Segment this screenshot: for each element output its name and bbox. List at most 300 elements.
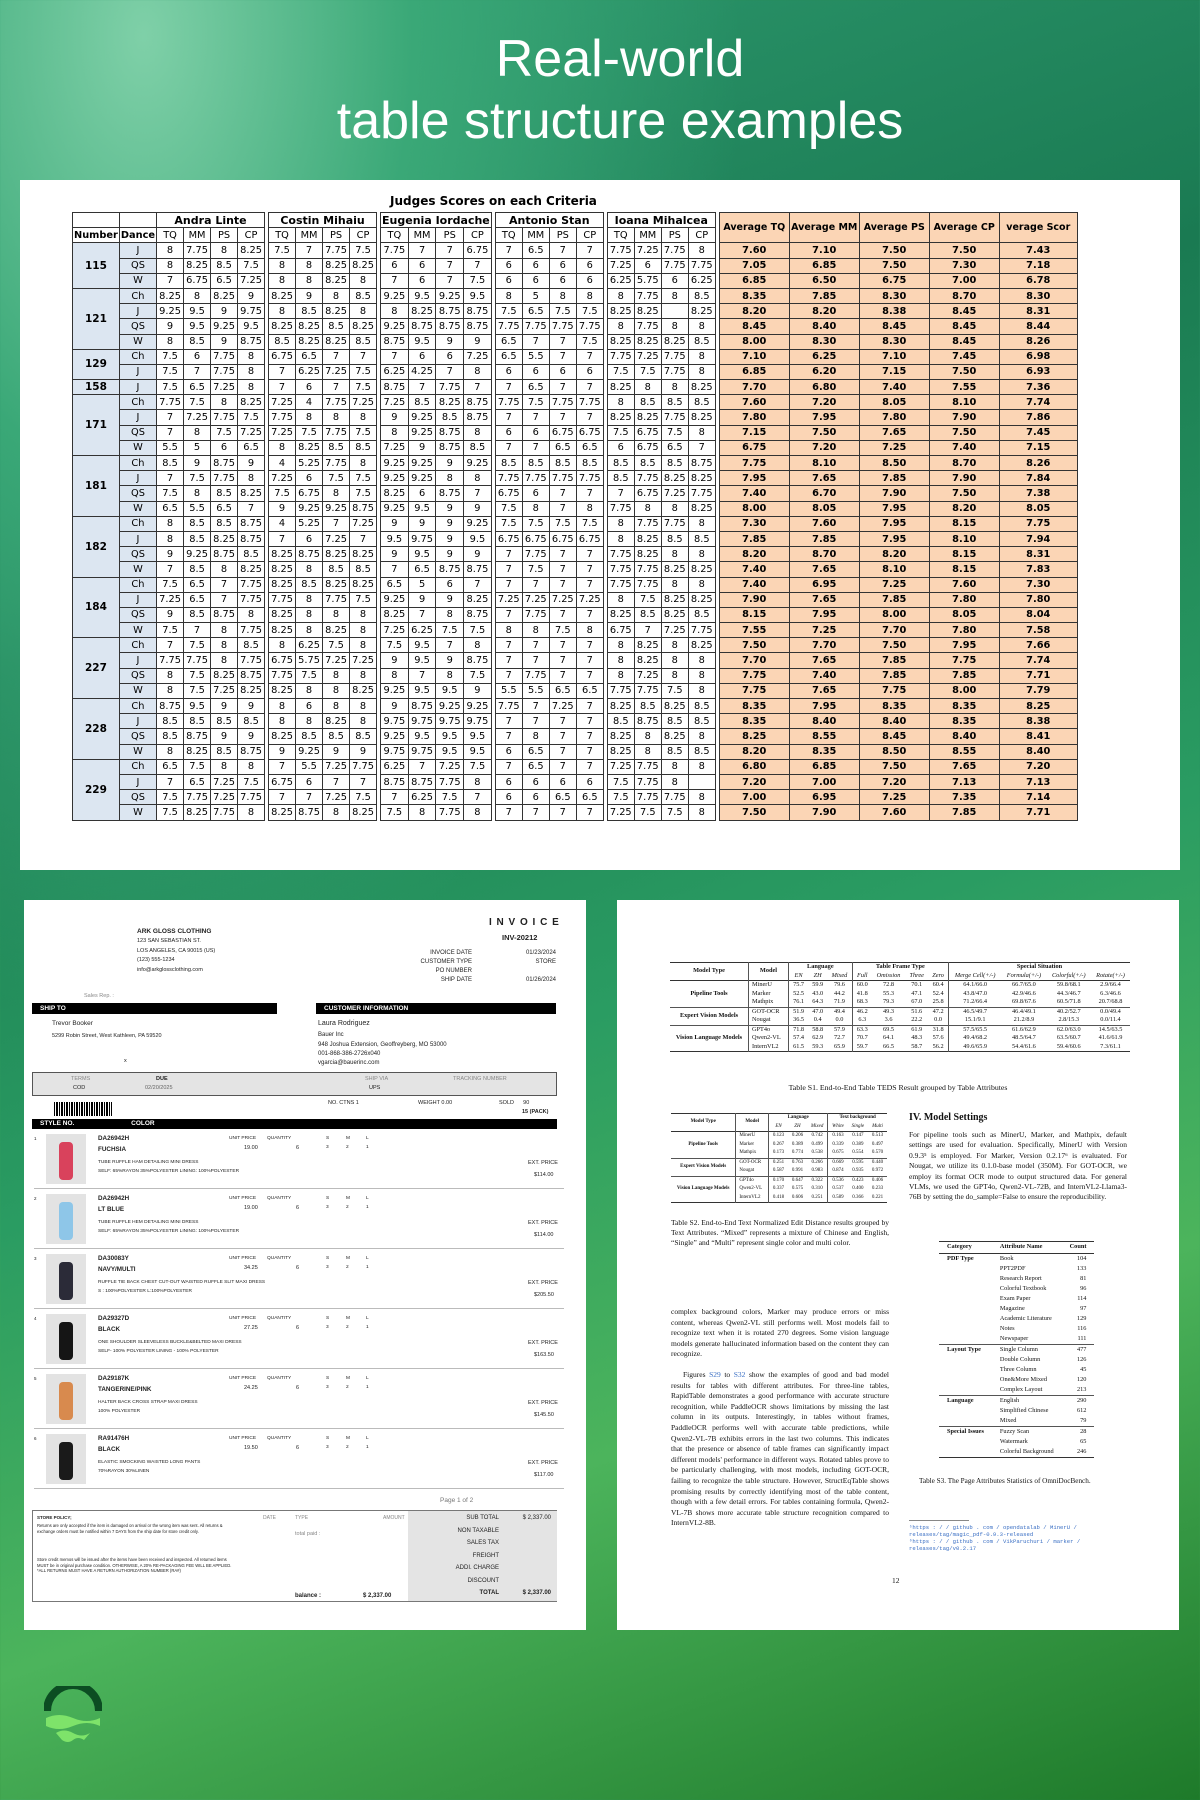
score-cell: 7 bbox=[549, 349, 576, 364]
average-cell: 6.25 bbox=[789, 349, 859, 364]
average-cell: 7.50 bbox=[719, 638, 789, 653]
average-cell: 8.41 bbox=[999, 729, 1077, 744]
score-cell: 7 bbox=[464, 258, 492, 273]
header-row bbox=[670, 963, 1130, 972]
style-number: DA29187K bbox=[98, 1375, 130, 1382]
dance-cell: W bbox=[119, 744, 156, 759]
score-cell: 7.75 bbox=[350, 759, 377, 774]
average-cell: 7.95 bbox=[789, 410, 859, 425]
dance-cell: QS bbox=[119, 607, 156, 622]
average-cell: 6.85 bbox=[789, 258, 859, 273]
average-cell: 7.80 bbox=[999, 592, 1077, 607]
score-cell: 7 bbox=[381, 562, 409, 577]
score-cell: 8 bbox=[350, 456, 377, 471]
footnote-5[interactable]: ⁵https : / / github . com / opendatalab / MinerU / releases/tag/magic_pdf-0.9.3-released bbox=[909, 1524, 1077, 1538]
value-cell: 0.310 bbox=[807, 1185, 828, 1194]
score-cell: 8 bbox=[688, 653, 715, 668]
invoice-line-item bbox=[34, 1312, 564, 1369]
score-cell: 5.25 bbox=[296, 456, 323, 471]
score-cell: 7.5 bbox=[184, 471, 211, 486]
style-number: DA29327D bbox=[98, 1315, 130, 1322]
score-cell: 8 bbox=[607, 668, 634, 683]
score-cell: 7.25 bbox=[607, 759, 634, 774]
score-cell: 8.25 bbox=[607, 410, 634, 425]
score-cell: 7.25 bbox=[211, 380, 238, 395]
product-image bbox=[46, 1374, 86, 1424]
average-cell: 8.45 bbox=[929, 319, 999, 334]
score-cell: 8 bbox=[661, 319, 688, 334]
score-cell: 7 bbox=[522, 577, 549, 592]
ext-price: $145.50 bbox=[534, 1412, 554, 1418]
meta-value: 01/26/2024 bbox=[525, 977, 556, 983]
score-cell: 6.5 bbox=[495, 349, 522, 364]
value-cell: 0.440 bbox=[871, 1159, 884, 1165]
quantity: 6 bbox=[296, 1205, 300, 1211]
table-row bbox=[73, 349, 1078, 364]
score-cell: 8 bbox=[522, 729, 549, 744]
score-cell: 9 bbox=[238, 456, 265, 471]
score-cell: 8.75 bbox=[381, 380, 409, 395]
score-cell: 7.75 bbox=[211, 805, 238, 820]
score-cell: 7 bbox=[549, 410, 576, 425]
score-cell: 8.25 bbox=[661, 592, 688, 607]
score-cell: 7 bbox=[184, 364, 211, 379]
average-cell: 8.00 bbox=[929, 683, 999, 698]
average-cell: 6.85 bbox=[719, 273, 789, 288]
score-cell: 7.75 bbox=[688, 486, 715, 501]
attribute-cell: Notes bbox=[999, 1324, 1015, 1332]
average-cell: 7.20 bbox=[719, 774, 789, 789]
score-cell: 9.5 bbox=[184, 699, 211, 714]
policy-totals-box bbox=[32, 1510, 557, 1602]
average-header: Average PS bbox=[859, 213, 929, 243]
item-fabric: SELF- 100% POLYESTER LINING - 100% POLYESTER bbox=[98, 1349, 219, 1354]
score-cell: 8.25 bbox=[634, 304, 661, 319]
score-cell: 8.5 bbox=[688, 288, 715, 303]
column-header: Single bbox=[851, 1123, 865, 1129]
score-cell: 8.75 bbox=[184, 729, 211, 744]
score-cell: 8.5 bbox=[634, 607, 661, 622]
score-cell: 8 bbox=[296, 410, 323, 425]
value-cell: 52.5 bbox=[793, 989, 805, 997]
score-cell: 7.25 bbox=[323, 759, 350, 774]
size-label: M bbox=[346, 1376, 350, 1381]
dance-cell: J bbox=[119, 304, 156, 319]
average-cell: 8.44 bbox=[999, 319, 1077, 334]
average-cell: 7.85 bbox=[859, 592, 929, 607]
score-cell: 8 bbox=[238, 607, 265, 622]
average-cell: 7.75 bbox=[719, 456, 789, 471]
category-cell bbox=[939, 1294, 992, 1304]
invoice-line-item bbox=[34, 1192, 564, 1249]
average-cell: 7.75 bbox=[999, 516, 1077, 531]
score-cell: 6 bbox=[661, 273, 688, 288]
value-cell: 41.6/61.9 bbox=[1098, 1034, 1123, 1041]
score-cell: 7.5 bbox=[381, 805, 409, 820]
score-cell: 8 bbox=[688, 790, 715, 805]
value-cell: 46.5/49.7 bbox=[963, 1007, 988, 1015]
score-cell: 8.25 bbox=[634, 334, 661, 349]
value-cell: 0.499 bbox=[807, 1141, 828, 1150]
value-cell: 0.763 bbox=[791, 1159, 804, 1165]
score-cell: 8.75 bbox=[436, 486, 464, 501]
score-cell: 7 bbox=[157, 774, 184, 789]
score-cell: 7.75 bbox=[522, 547, 549, 562]
dance-cell: W bbox=[119, 440, 156, 455]
company-address-1: 123 SAN SEBASTIAN ST. bbox=[137, 938, 201, 944]
score-cell: 8 bbox=[323, 410, 350, 425]
score-cell: 6 bbox=[381, 258, 409, 273]
score-cell: 7.25 bbox=[549, 699, 576, 714]
table-row bbox=[73, 288, 1078, 303]
score-cell: 8 bbox=[350, 668, 377, 683]
table-row bbox=[671, 1158, 887, 1167]
column-header: EN bbox=[794, 971, 803, 979]
score-cell: 7 bbox=[495, 714, 522, 729]
average-cell: 7.85 bbox=[859, 668, 929, 683]
score-cell: 8 bbox=[661, 638, 688, 653]
totals-panel bbox=[408, 1511, 557, 1601]
score-cell: 7.25 bbox=[269, 471, 296, 486]
score-cell: 8 bbox=[269, 638, 296, 653]
ext-price-label: EXT. PRICE bbox=[528, 1280, 558, 1286]
score-cell: 7.25 bbox=[350, 516, 377, 531]
average-cell: 7.74 bbox=[999, 653, 1077, 668]
score-cell: 6 bbox=[495, 774, 522, 789]
score-cell: 8 bbox=[323, 668, 350, 683]
score-cell: 7.25 bbox=[576, 592, 603, 607]
score-cell: 6.5 bbox=[549, 683, 576, 698]
score-cell: 8.25 bbox=[688, 304, 715, 319]
value-cell: 59.3 bbox=[812, 1042, 824, 1050]
table-row bbox=[73, 699, 1078, 714]
score-cell: 8 bbox=[607, 653, 634, 668]
score-cell: 7 bbox=[157, 638, 184, 653]
score-cell: 7.75 bbox=[661, 516, 688, 531]
table-s3 bbox=[939, 1241, 1094, 1458]
score-cell: 8.75 bbox=[436, 425, 464, 440]
average-cell: 6.50 bbox=[789, 273, 859, 288]
score-cell: 9.5 bbox=[184, 304, 211, 319]
score-cell: 8.5 bbox=[184, 562, 211, 577]
score-cell: 8 bbox=[157, 334, 184, 349]
ext-price: $117.00 bbox=[534, 1472, 554, 1478]
average-cell: 7.75 bbox=[859, 683, 929, 698]
score-cell: 8 bbox=[269, 304, 296, 319]
count-cell: 116 bbox=[1077, 1324, 1087, 1332]
attribute-cell: Colorful Textbook bbox=[999, 1284, 1047, 1292]
value-cell: 0.337 bbox=[772, 1186, 785, 1191]
score-cell: 7 bbox=[495, 805, 522, 820]
score-cell: 9.5 bbox=[408, 729, 436, 744]
score-cell: 8.25 bbox=[269, 683, 296, 698]
invoice-meta-row bbox=[354, 977, 564, 986]
average-cell: 7.50 bbox=[719, 805, 789, 820]
score-cell: 7 bbox=[549, 607, 576, 622]
value-cell: 0.423 bbox=[852, 1177, 864, 1183]
score-cell: 9 bbox=[381, 410, 409, 425]
average-cell: 7.95 bbox=[859, 516, 929, 531]
category-cell: Language bbox=[947, 1396, 974, 1404]
average-cell: 7.75 bbox=[719, 683, 789, 698]
table-row bbox=[73, 486, 1078, 501]
score-cell: 8.5 bbox=[238, 547, 265, 562]
score-cell: 8 bbox=[607, 395, 634, 410]
score-cell: 7 bbox=[576, 653, 603, 668]
score-cell: 9 bbox=[436, 501, 464, 516]
average-cell: 7.75 bbox=[929, 653, 999, 668]
header-row bbox=[671, 1114, 887, 1123]
attribute-cell: One&More Mixed bbox=[999, 1375, 1047, 1383]
table-row bbox=[939, 1375, 1094, 1385]
average-cell: 7.74 bbox=[999, 395, 1077, 410]
score-cell: 7.75 bbox=[238, 790, 265, 805]
value-cell: 41.8 bbox=[856, 989, 868, 997]
score-cell: 8 bbox=[688, 668, 715, 683]
score-cell: 8.25 bbox=[269, 805, 296, 820]
score-cell: 5 bbox=[522, 288, 549, 303]
cartons: NO. CTNS 1 bbox=[328, 1100, 359, 1106]
score-cell: 8 bbox=[688, 683, 715, 698]
contestant-number: 181 bbox=[73, 456, 120, 517]
score-cell: 8.25 bbox=[296, 440, 323, 455]
score-cell: 9.5 bbox=[464, 288, 492, 303]
score-cell: 8.5 bbox=[661, 714, 688, 729]
score-cell: 7.75 bbox=[661, 243, 688, 258]
criteria-header: TQ bbox=[157, 228, 184, 243]
score-cell: 9.5 bbox=[464, 744, 492, 759]
table-row bbox=[73, 304, 1078, 319]
criteria-header: MM bbox=[184, 228, 211, 243]
score-cell: 7 bbox=[576, 668, 603, 683]
score-cell: 8 bbox=[211, 623, 238, 638]
score-cell: 7.75 bbox=[269, 592, 296, 607]
score-cell: 8 bbox=[184, 486, 211, 501]
value-cell: 57.5/65.5 bbox=[963, 1025, 988, 1033]
category-cell bbox=[939, 1355, 992, 1365]
score-cell: 8.75 bbox=[408, 319, 436, 334]
score-cell: 8.5 bbox=[184, 714, 211, 729]
dance-cell: J bbox=[119, 380, 156, 395]
score-cell: 8.25 bbox=[184, 744, 211, 759]
score-cell: 7.25 bbox=[381, 395, 409, 410]
count-cell: 120 bbox=[1076, 1375, 1087, 1383]
size-qty: 3 bbox=[326, 1265, 329, 1270]
average-cell: 8.25 bbox=[999, 699, 1077, 714]
value-cell: 57.9 bbox=[827, 1025, 852, 1034]
score-cell: 8.25 bbox=[269, 729, 296, 744]
value-cell: 0.267 bbox=[772, 1141, 785, 1147]
style-label: STYLE NO. bbox=[40, 1120, 75, 1127]
value-cell: 3.6 bbox=[884, 1016, 893, 1023]
score-cell: 8 bbox=[522, 501, 549, 516]
score-cell: 7 bbox=[607, 486, 634, 501]
score-cell bbox=[661, 304, 688, 319]
score-cell: 8 bbox=[211, 562, 238, 577]
score-cell: 8 bbox=[549, 288, 576, 303]
score-cell: 7.75 bbox=[634, 471, 661, 486]
footnote-6[interactable]: ⁶https : / / github . com / VikParuchuri / marker / releases/tag/v0.2.17 bbox=[909, 1538, 1081, 1552]
score-cell: 9.25 bbox=[408, 471, 436, 486]
value-cell: 0.537 bbox=[832, 1186, 844, 1191]
score-cell: 9 bbox=[464, 547, 492, 562]
average-cell: 7.50 bbox=[789, 425, 859, 440]
criteria-header: PS bbox=[549, 228, 576, 243]
score-cell: 8 bbox=[211, 759, 238, 774]
score-cell: 8 bbox=[157, 516, 184, 531]
group-header: Table Frame Type bbox=[852, 963, 948, 972]
score-cell: 8 bbox=[296, 607, 323, 622]
value-cell: 0.497 bbox=[871, 1141, 884, 1147]
score-cell: 8 bbox=[607, 531, 634, 546]
score-cell: 7.75 bbox=[269, 668, 296, 683]
score-cell: 8 bbox=[238, 471, 265, 486]
score-cell: 7.25 bbox=[323, 653, 350, 668]
average-cell: 7.80 bbox=[859, 410, 929, 425]
score-cell: 7 bbox=[323, 380, 350, 395]
criteria-header: PS bbox=[436, 228, 464, 243]
average-cell: 7.50 bbox=[929, 243, 999, 258]
value-cell: 59.7 bbox=[856, 1042, 868, 1050]
average-cell: 7.50 bbox=[929, 364, 999, 379]
score-cell: 7 bbox=[408, 668, 436, 683]
score-cell: 7 bbox=[495, 410, 522, 425]
score-cell: 7.5 bbox=[350, 486, 377, 501]
score-cell: 7 bbox=[157, 273, 184, 288]
tracking-label: TRACKING NUMBER bbox=[453, 1076, 507, 1082]
dance-cell: J bbox=[119, 471, 156, 486]
color-label: COLOR bbox=[131, 1120, 155, 1127]
dance-cell: Ch bbox=[119, 516, 156, 531]
score-cell: 6.5 bbox=[408, 562, 436, 577]
average-cell: 8.35 bbox=[929, 699, 999, 714]
para2-rest: show the examples of good and bad model results for tables with different attributes. For three-line tables, RapidTable demonstrates a good performance with accurate structure recognition, while PaddleOCR shows limitations by missing the last column in its outputs. Interestingly, in tables without frames, PaddleOCR performs well with accurate table predictions, while Qwen2-VL-7B exhibits errors in the last two columns. This indicates that the presence or absence of table frames can significantly impact different models' performance in different ways. Rotated tables prove to be particularly challenging, with most models, including GOT-OCR, failing to recognize the table structure. However, StructEqTable shows promising results by correctly identifying most of the table content, though with a few detail errors. For tables containing formula, Qwen2-VL-7B shows more accurate table structure recognition compared to InternVL2-8B. bbox=[671, 1370, 889, 1528]
average-cell: 7.70 bbox=[789, 638, 859, 653]
unit-price: 19.50 bbox=[244, 1445, 258, 1451]
meta-label: PO NUMBER bbox=[435, 968, 472, 974]
score-cell: 7 bbox=[576, 714, 603, 729]
score-cell: 8.25 bbox=[607, 304, 634, 319]
value-cell: 0.221 bbox=[871, 1194, 884, 1200]
score-cell: 7.5 bbox=[350, 380, 377, 395]
figure-link-s29[interactable]: S29 bbox=[709, 1370, 721, 1379]
score-cell: 7 bbox=[269, 790, 296, 805]
score-cell: 7 bbox=[576, 486, 603, 501]
score-cell: 6.25 bbox=[408, 623, 436, 638]
score-cell: 8.25 bbox=[688, 638, 715, 653]
score-cell: 7.75 bbox=[661, 364, 688, 379]
table-row bbox=[939, 1416, 1094, 1427]
figure-link-s32[interactable]: S32 bbox=[733, 1370, 746, 1379]
score-cell: 7 bbox=[576, 562, 603, 577]
average-cell: 7.90 bbox=[929, 471, 999, 486]
score-cell: 8.5 bbox=[661, 395, 688, 410]
quantity: 6 bbox=[296, 1265, 300, 1271]
table-row bbox=[671, 1176, 887, 1185]
value-cell: 65.9 bbox=[827, 1043, 852, 1052]
model-type-cell: Pipeline Tools bbox=[671, 1132, 736, 1159]
customer-email: vgarcia@bauerinc.com bbox=[318, 1060, 380, 1066]
item-fabric: 70%RAYON 30%LINEN bbox=[98, 1469, 150, 1474]
score-cell: 6 bbox=[522, 790, 549, 805]
average-cell: 8.45 bbox=[929, 334, 999, 349]
score-cell: 6.5 bbox=[522, 759, 549, 774]
score-cell: 8.25 bbox=[323, 334, 350, 349]
score-cell: 9.75 bbox=[408, 714, 436, 729]
item-index: 5 bbox=[34, 1376, 37, 1381]
average-cell: 6.78 bbox=[999, 273, 1077, 288]
score-cell: 6.75 bbox=[522, 531, 549, 546]
score-cell: 8.25 bbox=[607, 334, 634, 349]
score-cell: 7.25 bbox=[211, 683, 238, 698]
score-cell: 7.5 bbox=[607, 425, 634, 440]
score-cell: 9.25 bbox=[381, 456, 409, 471]
quantity: 6 bbox=[296, 1145, 300, 1151]
column-header: Colorful(+/-) bbox=[1051, 971, 1086, 979]
score-cell: 8 bbox=[464, 774, 492, 789]
score-cell: 8.5 bbox=[634, 395, 661, 410]
table-row bbox=[73, 592, 1078, 607]
score-cell: 7.75 bbox=[549, 395, 576, 410]
dance-cell: W bbox=[119, 273, 156, 288]
score-cell: 8 bbox=[688, 729, 715, 744]
average-cell: 8.55 bbox=[789, 729, 859, 744]
average-cell: 8.10 bbox=[859, 562, 929, 577]
score-cell: 7.75 bbox=[634, 288, 661, 303]
score-cell: 8.5 bbox=[576, 456, 603, 471]
judge-name: Costin Mihaiu bbox=[269, 213, 377, 228]
score-cell: 7 bbox=[495, 380, 522, 395]
invoice-line-item bbox=[34, 1432, 564, 1489]
average-cell: 8.30 bbox=[859, 288, 929, 303]
score-cell: 7.5 bbox=[350, 790, 377, 805]
score-cell: 9.25 bbox=[436, 699, 464, 714]
customer-phone: 001-868-386-2726x040 bbox=[318, 1051, 381, 1057]
value-cell: 0.147 bbox=[852, 1133, 864, 1138]
average-cell: 8.45 bbox=[719, 319, 789, 334]
score-cell: 7.5 bbox=[436, 790, 464, 805]
score-cell: 9.75 bbox=[464, 714, 492, 729]
corner-cell bbox=[119, 213, 156, 228]
average-cell: 7.10 bbox=[789, 243, 859, 258]
average-cell: 8.31 bbox=[999, 547, 1077, 562]
column-header: EN bbox=[775, 1123, 782, 1129]
terms-box bbox=[32, 1072, 557, 1096]
score-cell: 8.25 bbox=[238, 562, 265, 577]
score-cell: 7.5 bbox=[323, 471, 350, 486]
dance-cell: Ch bbox=[119, 577, 156, 592]
score-cell: 8.5 bbox=[350, 440, 377, 455]
value-cell: 47.1 bbox=[911, 989, 923, 997]
category-cell bbox=[939, 1334, 992, 1345]
score-cell: 8 bbox=[350, 410, 377, 425]
average-cell: 8.25 bbox=[719, 729, 789, 744]
average-cell: 7.85 bbox=[789, 531, 859, 546]
size-qty: 2 bbox=[346, 1265, 349, 1270]
average-cell: 8.35 bbox=[929, 714, 999, 729]
para2-prefix: Figures bbox=[683, 1370, 710, 1379]
score-cell: 7 bbox=[269, 759, 296, 774]
unit-price: 27.25 bbox=[244, 1325, 258, 1331]
value-cell: 0.4 bbox=[813, 1016, 822, 1023]
average-cell: 8.26 bbox=[999, 456, 1077, 471]
score-cell: 8.25 bbox=[661, 729, 688, 744]
score-cell: 6 bbox=[495, 258, 522, 273]
category-cell bbox=[939, 1447, 992, 1458]
value-cell: 0.570 bbox=[871, 1150, 884, 1155]
value-cell: 0.170 bbox=[772, 1177, 785, 1183]
score-cell: 8.25 bbox=[688, 592, 715, 607]
